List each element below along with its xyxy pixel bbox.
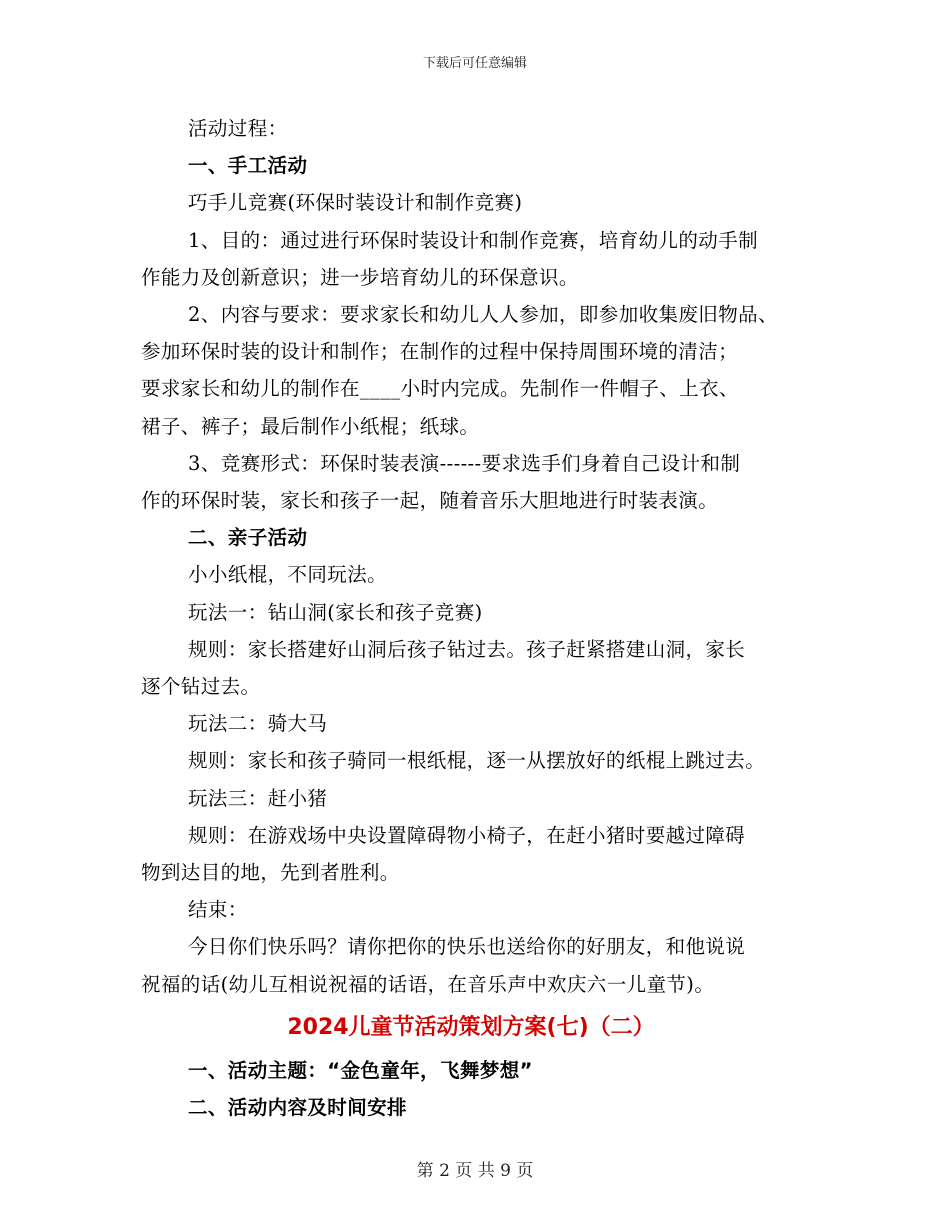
paragraph-line: 玩法三：赶小猪 xyxy=(188,786,328,810)
paragraph-line: 规则：在游戏场中央设置障碍物小椅子，在赶小猪时要越过障碍 xyxy=(188,823,746,847)
paragraph-line: 物到达目的地，先到者胜利。 xyxy=(141,861,400,885)
paragraph-line: 作能力及创新意识；进一步培育幼儿的环保意识。 xyxy=(141,265,579,289)
paragraph-line: 作的环保时装，家长和孩子一起，随着音乐大胆地进行时装表演。 xyxy=(141,489,719,513)
document-body xyxy=(141,110,821,1126)
paragraph-line: 玩法二：骑大马 xyxy=(188,712,328,736)
paragraph-line: 巧手儿竞赛(环保时装设计和制作竞赛) xyxy=(188,191,523,215)
paragraph-line: 结束： xyxy=(188,898,248,922)
section-heading: 一、手工活动 xyxy=(188,154,308,178)
paragraph-line: 规则：家长搭建好山洞后孩子钻过去。孩子赶紧搭建山洞，家长 xyxy=(188,637,746,661)
section-heading: 二、亲子活动 xyxy=(188,526,308,550)
page-header: 下载后可任意编辑 xyxy=(422,56,527,71)
paragraph-line: 2、内容与要求：要求家长和幼儿人人参加，即参加收集废旧物品、 xyxy=(188,303,778,327)
paragraph-line: 小小纸棍，不同玩法。 xyxy=(188,563,388,587)
page-footer: 第 2 页 共 9 页 xyxy=(416,1161,534,1181)
section-heading: 二、活动内容及时间安排 xyxy=(188,1096,407,1120)
section-heading: 一、活动主题：“金色童年，飞舞梦想” xyxy=(188,1058,533,1082)
paragraph-line: 活动过程： xyxy=(188,117,288,140)
paragraph-line: 今日你们快乐吗？请你把你的快乐也送给你的好朋友，和他说说 xyxy=(188,935,746,959)
paragraph-line: 裙子、裤子；最后制作小纸棍；纸球。 xyxy=(141,414,480,438)
paragraph-line: 逐个钻过去。 xyxy=(141,675,261,699)
paragraph-line: 1、目的：通过进行环保时装设计和制作竞赛，培育幼儿的动手制 xyxy=(188,228,759,252)
paragraph-line: 3、竞赛形式：环保时装表演------要求选手们身着自己设计和制 xyxy=(188,451,741,475)
paragraph-line: 参加环保时装的设计和制作；在制作的过程中保持周围环境的清洁； xyxy=(141,340,739,364)
paragraph-line: 玩法一：钻山洞(家长和孩子竞赛) xyxy=(188,600,483,624)
section-title: 2024儿童节活动策划方案(七)（二） xyxy=(287,1014,655,1040)
paragraph-line: 要求家长和幼儿的制作在____小时内完成。先制作一件帽子、上衣、 xyxy=(141,377,739,401)
paragraph-line: 规则：家长和孩子骑同一根纸棍，逐一从摆放好的纸棍上跳过去。 xyxy=(188,749,766,773)
paragraph-line: 祝福的话(幼儿互相说祝福的话语，在音乐声中欢庆六一儿童节)。 xyxy=(141,972,715,996)
